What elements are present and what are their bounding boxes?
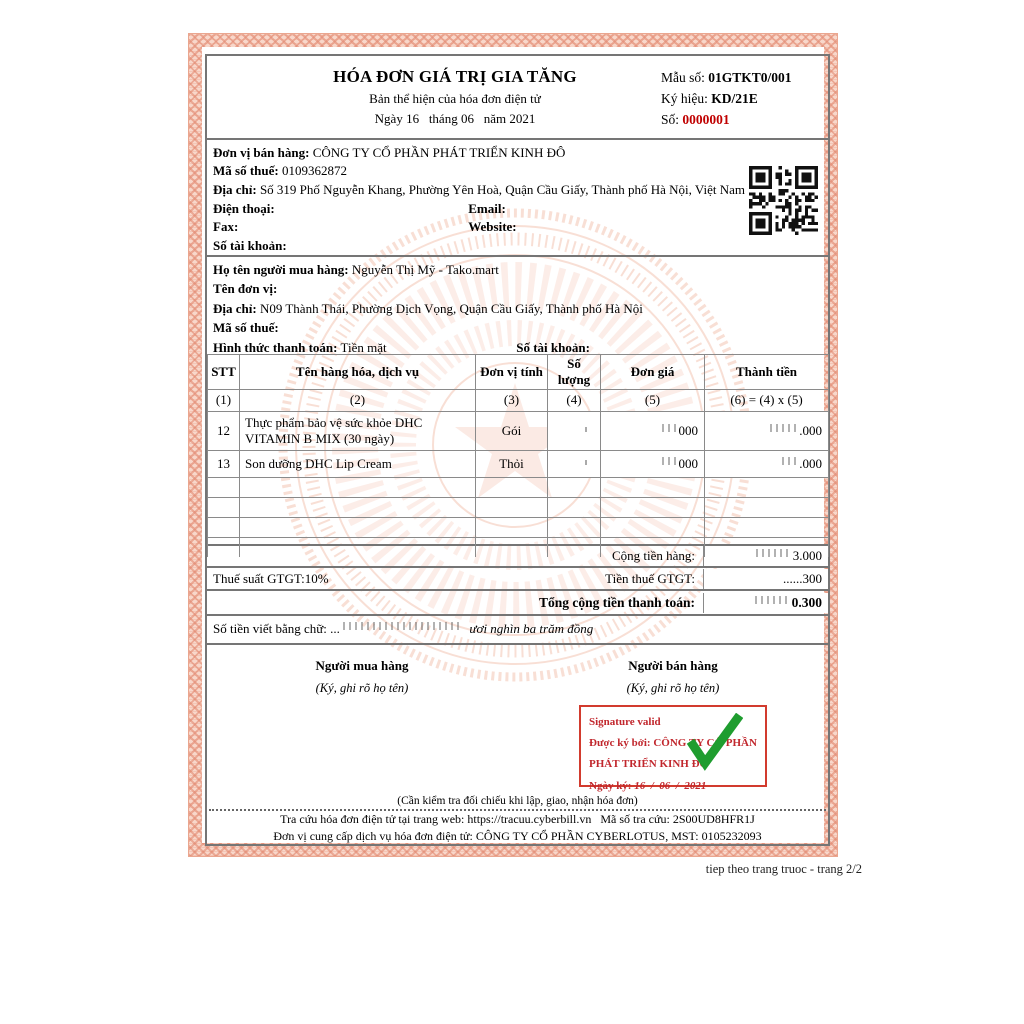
buyer-signature-title: Người mua hàng	[315, 657, 409, 673]
payment-method-label: Hình thức thanh toán:	[213, 339, 338, 355]
grand-total-row	[207, 589, 828, 614]
invoice-date: Ngày 16 tháng 06 năm 2021	[374, 111, 536, 126]
vat-label: Tiền thuế GTGT:	[605, 570, 695, 586]
item-price-masked: 000	[601, 411, 705, 450]
item-amount-masked: .000	[705, 450, 829, 477]
signature-section	[207, 643, 828, 792]
seller-address-label: Địa chỉ:	[213, 182, 257, 198]
seller-fax-website-line	[213, 218, 828, 237]
index-5: (5)	[601, 389, 705, 411]
amount-in-words-row	[207, 614, 828, 642]
header-so-luong: Số lượng	[548, 354, 601, 389]
buyer-tax-line	[213, 318, 828, 337]
item-stt: 13	[208, 450, 240, 477]
seller-tax-line	[213, 162, 828, 181]
item-unit: Thỏi	[476, 450, 548, 477]
index-2: (2)	[240, 389, 476, 411]
empty-row	[208, 477, 829, 497]
invoice-number-line	[661, 109, 792, 130]
buyer-account-label: Số tài khoản:	[516, 339, 590, 355]
item-price-masked: 000	[601, 450, 705, 477]
page-continuation-note: tiep theo trang truoc - trang 2/2	[705, 862, 862, 876]
buyer-signature-block	[207, 658, 517, 696]
provider-line: Đơn vị cung cấp dịch vụ hóa đơn điện tử: CÔNG TY CỔ PHẦN CYBERLOTUS, MST: 0105232093	[273, 828, 762, 843]
vat-value-masked: ......300	[703, 569, 828, 589]
header-don-vi-tinh: Đơn vị tính	[476, 354, 548, 389]
buyer-signature-note: (Ký, ghi rõ họ tên)	[315, 680, 409, 695]
buyer-unit-label: Tên đơn vị:	[213, 281, 278, 297]
seller-address: Số 319 Phố Nguyễn Khang, Phường Yên Hoà, Quận Cầu Giấy, Thành phố Hà Nội, Việt Nam	[259, 182, 746, 198]
buyer-address-label: Địa chỉ:	[213, 300, 257, 316]
table-row	[208, 411, 829, 450]
form-number-label: Mẫu số:	[661, 70, 705, 85]
header-don-gia: Đơn giá	[601, 354, 705, 389]
vat-rate: Thuế suất GTGT:10%	[213, 570, 329, 586]
buyer-tax-label: Mã số thuế:	[213, 320, 279, 336]
check-reminder-note: (Cần kiểm tra đối chiếu khi lập, giao, nhận hóa đơn)	[209, 792, 826, 811]
item-name: Son dưỡng DHC Lip Cream	[240, 450, 476, 477]
seller-name-line	[213, 144, 828, 163]
form-number-line	[661, 67, 792, 88]
seller-name-label: Đơn vị bán hàng:	[213, 144, 310, 160]
seller-tax-code: 0109362872	[281, 163, 347, 179]
header-thanh-tien: Thành tiền	[705, 354, 829, 389]
subtotal-label: Cộng tiền hàng:	[611, 547, 695, 563]
signed-date-line: Ngày ký: 16 / 06 / 2021	[589, 779, 707, 792]
header-stt: STT	[208, 354, 240, 389]
index-6: (6) = (4) x (5)	[705, 389, 829, 411]
seller-signature-note: (Ký, ghi rõ họ tên)	[626, 680, 720, 695]
signed-by-line: Được ký bởi: CÔNG TY CỔ PHẦN PHÁT TRIỂN KINH ĐÔ	[589, 737, 757, 771]
seller-account-label: Số tài khoản:	[213, 237, 287, 253]
green-check-icon	[685, 713, 743, 771]
index-1: (1)	[208, 389, 240, 411]
seller-name: CÔNG TY CỔ PHẦN PHÁT TRIỂN KINH ĐÔ	[312, 144, 566, 160]
seller-website-label: Website:	[468, 219, 517, 235]
buyer-unit-line	[213, 279, 828, 298]
table-row	[208, 450, 829, 477]
invoice-meta-block	[661, 56, 792, 138]
invoice-subtitle: Bản thể hiện của hóa đơn điện tử	[369, 91, 541, 106]
seller-phone-label: Điện thoại:	[213, 200, 275, 216]
items-table	[207, 354, 829, 557]
seller-email-label: Email:	[468, 200, 506, 216]
items-table-section	[207, 354, 828, 544]
payment-method-value: Tiền mặt	[340, 339, 387, 355]
invoice-title: HÓA ĐƠN GIÁ TRỊ GIA TĂNG	[333, 67, 577, 86]
vat-row	[207, 566, 828, 589]
invoice-header	[207, 56, 828, 138]
index-3: (3)	[476, 389, 548, 411]
seller-phone-email-line	[213, 200, 828, 219]
invoice-number-label: Số:	[661, 112, 680, 127]
seller-section	[207, 138, 828, 255]
table-index-row	[208, 389, 829, 411]
index-4: (4)	[548, 389, 601, 411]
seller-fax-label: Fax:	[213, 219, 239, 235]
buyer-address: N09 Thành Thái, Phường Dịch Vọng, Quận Cầu Giấy, Thành phố Hà Nội	[259, 300, 643, 316]
lookup-line: Tra cứu hóa đơn điện tử tại trang web: https://tracuu.cyberbill.vn Mã số tra cứu: 2S00UD8HFR1J	[280, 812, 755, 826]
seller-account-line	[213, 237, 828, 256]
empty-row	[208, 517, 829, 537]
item-qty-masked	[548, 411, 601, 450]
item-amount-masked: .000	[705, 411, 829, 450]
seller-signature-title: Người bán hàng	[628, 657, 718, 673]
grand-total-value-masked: 0.300	[703, 593, 828, 613]
buyer-name-label: Họ tên người mua hàng:	[213, 261, 349, 277]
amount-in-words-visible: ươi nghìn ba trăm đồng	[469, 621, 594, 637]
serial-value: KD/21E	[711, 91, 758, 106]
invoice-title-block	[235, 56, 675, 138]
invoice-page	[188, 33, 838, 857]
qr-code	[749, 166, 818, 235]
table-header-row	[208, 354, 829, 389]
buyer-address-line	[213, 299, 828, 318]
item-stt: 12	[208, 411, 240, 450]
invoice-sheet	[202, 47, 824, 843]
signature-valid-line: Signature valid	[589, 715, 661, 728]
item-unit: Gói	[476, 411, 548, 450]
seller-address-line	[213, 181, 828, 200]
empty-row	[208, 537, 829, 557]
grand-total-label: Tổng cộng tiền thanh toán:	[538, 594, 695, 610]
item-qty-masked	[548, 450, 601, 477]
subtotal-value-masked: 3.000	[703, 546, 828, 566]
item-name: Thực phẩm bảo vệ sức khỏe DHC VITAMIN B MIX (30 ngày)	[240, 411, 476, 450]
empty-row	[208, 497, 829, 517]
amount-in-words-masked	[343, 622, 463, 630]
seller-signature-block	[518, 658, 828, 696]
amount-in-words-dots: ...	[330, 621, 340, 637]
amount-in-words-label: Số tiền viết bằng chữ:	[213, 621, 327, 637]
seller-tax-label: Mã số thuế:	[213, 163, 279, 179]
buyer-name-line	[213, 260, 828, 279]
header-ten-hang: Tên hàng hóa, dịch vụ	[240, 354, 476, 389]
content-frame	[205, 54, 830, 846]
invoice-footer	[207, 792, 828, 844]
invoice-number-value: 0000001	[682, 112, 730, 127]
buyer-section	[207, 255, 828, 354]
buyer-name: Nguyễn Thị Mỹ - Tako.mart	[351, 261, 499, 277]
form-number-value: 01GTKT0/001	[708, 70, 792, 85]
serial-line	[661, 88, 792, 109]
serial-label: Ký hiệu:	[661, 91, 708, 106]
